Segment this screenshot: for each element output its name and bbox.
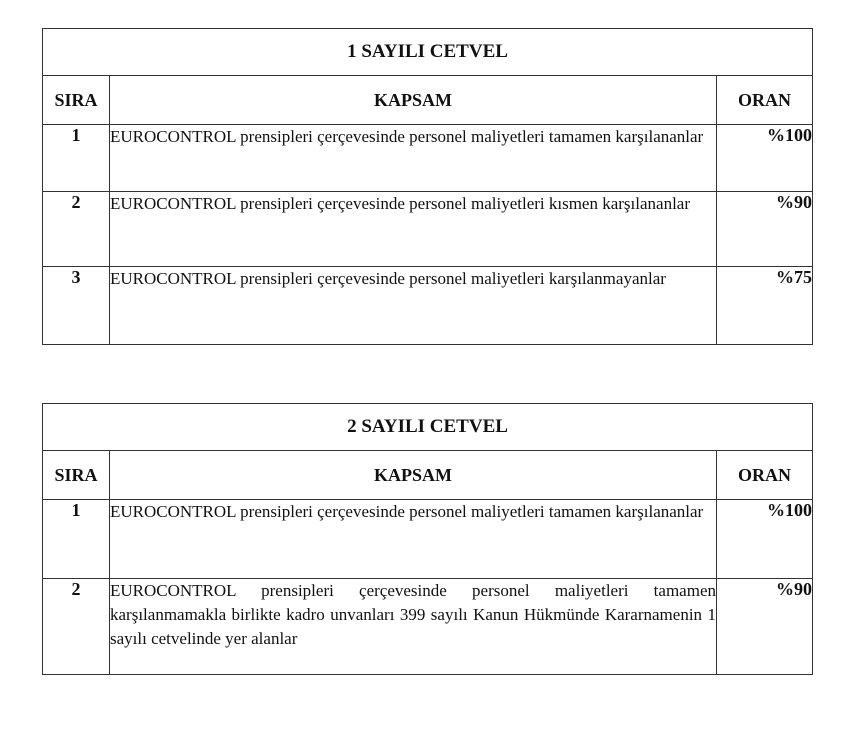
table-row [43, 192, 813, 267]
table-title-row [43, 404, 813, 451]
sira-cell: 1 [43, 125, 110, 192]
table-header-row [43, 451, 813, 500]
kapsam-cell: EUROCONTROL prensipleri çerçevesinde personel maliyetleri karşılanmayanlar [110, 267, 717, 345]
column-header-oran: ORAN [717, 76, 813, 125]
kapsam-cell: EUROCONTROL prensipleri çerçevesinde personel maliyetleri tamamen karşılanmamakla birlikte kadro unvanları 399 sayılı Kanun Hükmünde Kararnamenin 1 sayılı cetvelinde yer alanlar [110, 579, 717, 675]
sira-cell: 2 [43, 192, 110, 267]
oran-cell: %100 [717, 125, 813, 192]
kapsam-cell: EUROCONTROL prensipleri çerçevesinde personel maliyetleri kısmen karşılananlar [110, 192, 717, 267]
oran-cell: %100 [717, 500, 813, 579]
table-row [43, 579, 813, 675]
table-row [43, 125, 813, 192]
table-title: 2 SAYILI CETVEL [43, 404, 813, 451]
sira-cell: 1 [43, 500, 110, 579]
table-header-row [43, 76, 813, 125]
column-header-sira: SIRA [43, 76, 110, 125]
oran-cell: %75 [717, 267, 813, 345]
sira-cell: 2 [43, 579, 110, 675]
table-row [43, 500, 813, 579]
oran-cell: %90 [717, 579, 813, 675]
sira-cell: 3 [43, 267, 110, 345]
cetvel-1-table [42, 28, 813, 345]
column-header-kapsam: KAPSAM [110, 76, 717, 125]
table-row [43, 267, 813, 345]
cetvel-2-table [42, 403, 813, 675]
kapsam-cell: EUROCONTROL prensipleri çerçevesinde personel maliyetleri tamamen karşılananlar [110, 125, 717, 192]
oran-cell: %90 [717, 192, 813, 267]
table-title-row [43, 29, 813, 76]
column-header-kapsam: KAPSAM [110, 451, 717, 500]
column-header-sira: SIRA [43, 451, 110, 500]
table-title: 1 SAYILI CETVEL [43, 29, 813, 76]
column-header-oran: ORAN [717, 451, 813, 500]
kapsam-cell: EUROCONTROL prensipleri çerçevesinde personel maliyetleri tamamen karşılananlar [110, 500, 717, 579]
